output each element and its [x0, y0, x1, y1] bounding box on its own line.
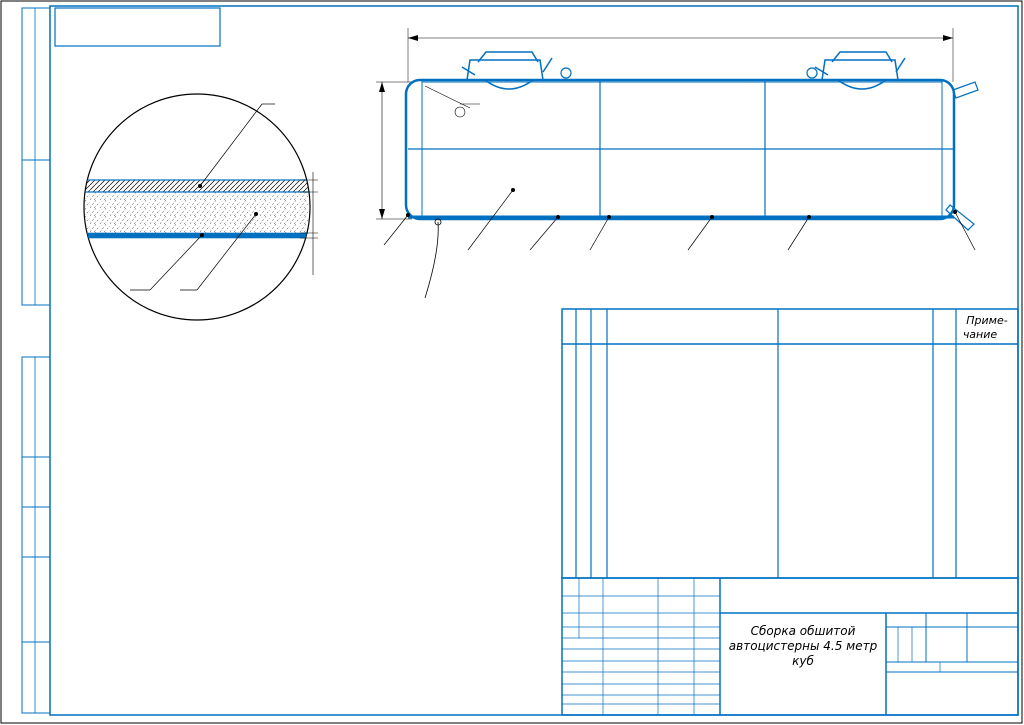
spec-header-note: Приме-: [966, 314, 1008, 327]
left-side-strip: [22, 8, 50, 713]
title-name-line3: куб: [792, 654, 814, 668]
detail-view-a: [80, 94, 320, 320]
tank-view: [376, 28, 978, 298]
rotated-code-stamp: [55, 8, 220, 46]
drawing-frame: [50, 6, 1018, 715]
title-name-line1: Сборка обшитой: [750, 624, 856, 638]
title-block: [562, 578, 1018, 715]
spec-table: [562, 309, 1018, 578]
title-name-line2: автоцистерны 4.5 метр: [728, 639, 878, 653]
spec-header-note: чание: [962, 328, 998, 341]
